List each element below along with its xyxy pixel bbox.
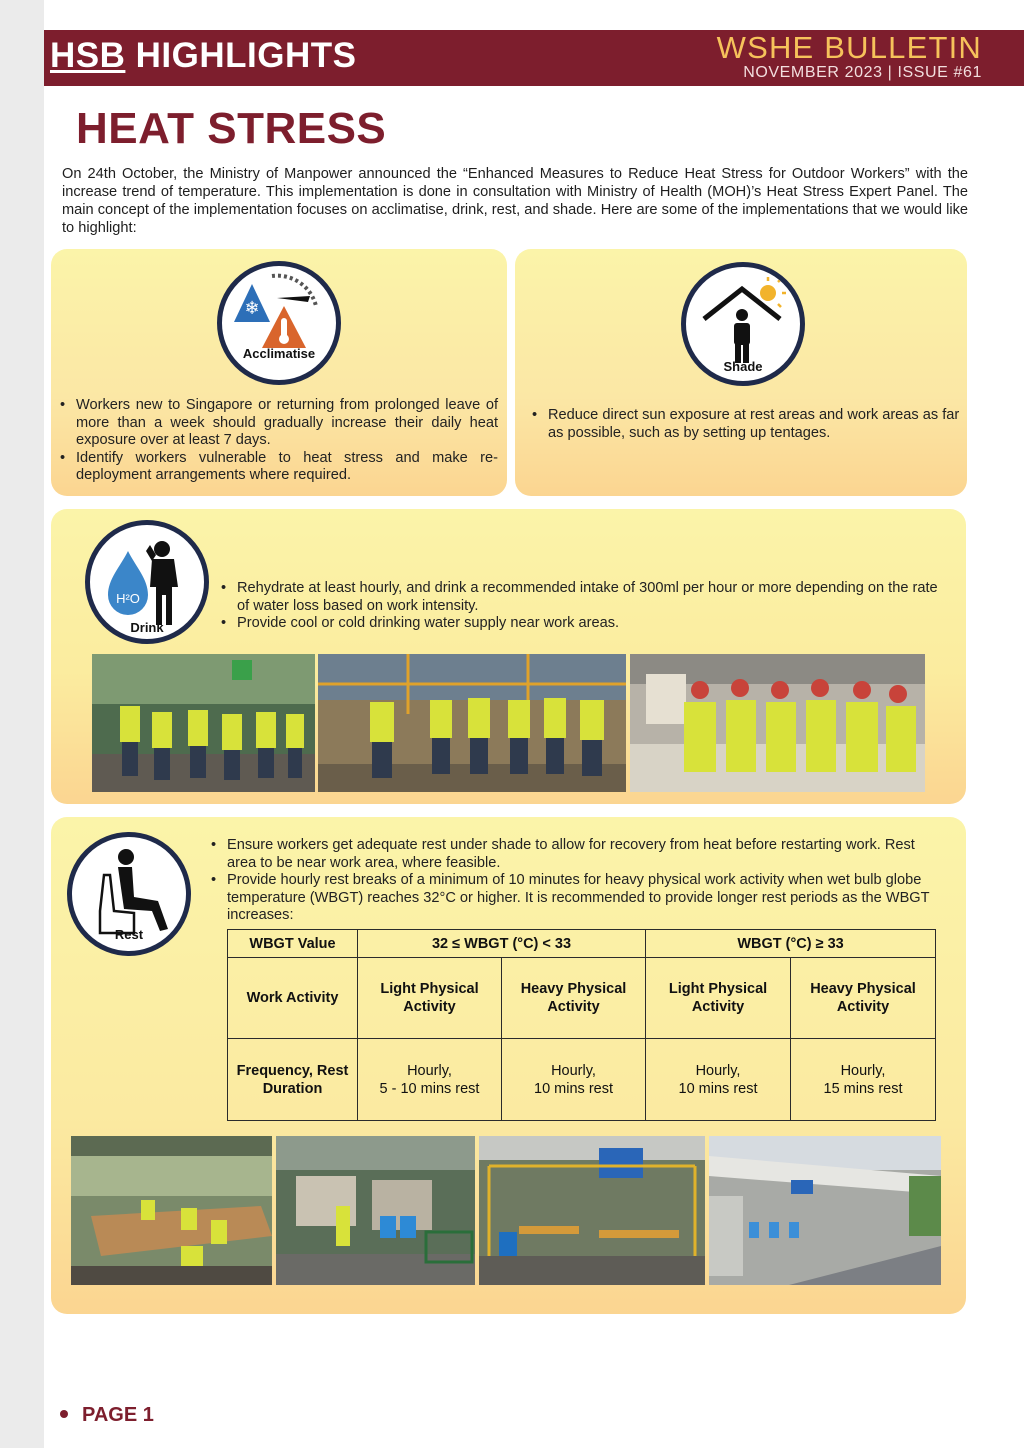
page-number — [60, 1404, 154, 1427]
page-number-label: PAGE 1 — [82, 1404, 154, 1426]
drink-photo-3 — [630, 654, 925, 792]
shade-bullets — [530, 407, 960, 442]
cell-line: Hourly, — [840, 1062, 886, 1079]
table-row — [228, 1039, 936, 1121]
acclimatise-graphic — [222, 266, 336, 380]
cell-line: Hourly, — [551, 1062, 596, 1079]
table-cell — [502, 1039, 646, 1121]
brand-suffix: HIGHLIGHTS — [125, 36, 357, 75]
table-cell: 32 ≤ WBGT (°C) < 33 — [358, 930, 646, 958]
cell-line: Hourly, — [695, 1062, 741, 1079]
bullet-dot — [60, 1410, 68, 1418]
table-row — [228, 958, 936, 1039]
table-header-row — [228, 930, 936, 958]
cell-line: 15 mins rest — [823, 1080, 903, 1097]
list-item: • Rehydrate at least hourly, and drink a recommended intake of 300ml per hour or more depending on the rate of water loss based on work intensity. — [219, 580, 949, 615]
svg-text:❄: ❄ — [244, 298, 260, 319]
intro-paragraph: On 24th October, the Ministry of Manpower announced the “Enhanced Measures to Reduce Heat Stress for Outdoor Workers” with the increase trend of temperature. This implementation is done in consultation with Ministry of Health (MOH)’s Heat Stress Expert Panel. The main concept of the implementation focuses on acclimatise, drink, rest, and shade. Here are some of the implementations that we would like to highlight: — [62, 166, 968, 236]
shade-label: Shade — [723, 359, 763, 374]
brand-prefix: HSB — [50, 36, 126, 75]
table-cell — [646, 1039, 791, 1121]
cell-line: Hourly, — [407, 1062, 452, 1079]
table-cell: Light Physical Activity — [358, 958, 502, 1039]
bulletin-title: WSHE BULLETIN — [716, 30, 982, 65]
rest-bullets — [209, 837, 934, 925]
table-cell: WBGT (°C) ≥ 33 — [646, 930, 936, 958]
list-item: • Provide cool or cold drinking water supply near work areas. — [219, 615, 949, 633]
drink-photo-2 — [318, 654, 626, 792]
rest-photo-2 — [276, 1136, 475, 1285]
page-title: HEAT STRESS — [76, 104, 387, 153]
acclimatise-icon — [217, 261, 341, 385]
rest-photo-1 — [71, 1136, 272, 1285]
cell-line: 10 mins rest — [534, 1080, 613, 1097]
list-item: • Workers new to Singapore or returning from prolonged leave of more than a week should gradually increase their daily heat exposure over at least 7 days. — [58, 397, 498, 450]
bulletin-issue: NOVEMBER 2023 | ISSUE #61 — [743, 64, 982, 81]
drink-bullets — [219, 580, 949, 633]
table-cell: Work Activity — [228, 958, 358, 1039]
table-cell — [791, 1039, 936, 1121]
drink-photo-1 — [92, 654, 315, 792]
wbgt-table — [227, 929, 936, 1121]
cell-line: 5 - 10 mins rest — [379, 1080, 480, 1097]
rest-label: Rest — [114, 927, 144, 942]
table-cell: Light Physical Activity — [646, 958, 791, 1039]
list-item: • Identify workers vulnerable to heat stress and make re-deployment arrangements where required. — [58, 450, 498, 485]
drink-icon — [85, 520, 209, 644]
brand-title — [50, 36, 356, 76]
rest-icon — [67, 832, 191, 956]
table-cell: Heavy Physical Activity — [791, 958, 936, 1039]
table-cell — [358, 1039, 502, 1121]
table-cell: Frequency, Rest Duration — [228, 1039, 358, 1121]
table-cell: Heavy Physical Activity — [502, 958, 646, 1039]
svg-text:H²O: H²O — [116, 591, 140, 606]
left-margin-strip — [0, 0, 44, 1448]
list-item: • Reduce direct sun exposure at rest areas and work areas as far as possible, such as by setting up tentages. — [530, 407, 960, 442]
table-cell: WBGT Value — [228, 930, 358, 958]
acclimatise-label: Acclimatise — [242, 346, 316, 361]
list-item: • Provide hourly rest breaks of a minimum of 10 minutes for heavy physical work activity when wet bulb globe temperature (WBGT) reaches 32°C or higher. It is recommended to provide longer rest periods as the WBGT increases: — [209, 872, 934, 925]
rest-photo-3 — [479, 1136, 705, 1285]
list-item: • Ensure workers get adequate rest under shade to allow for recovery from heat before restarting work. Rest area to be near work area, where feasible. — [209, 837, 934, 872]
drink-label: Drink — [130, 620, 164, 635]
acclimatise-bullets — [58, 397, 498, 485]
rest-photo-4 — [709, 1136, 941, 1285]
cell-line: 10 mins rest — [678, 1080, 758, 1097]
shade-icon — [681, 262, 805, 386]
